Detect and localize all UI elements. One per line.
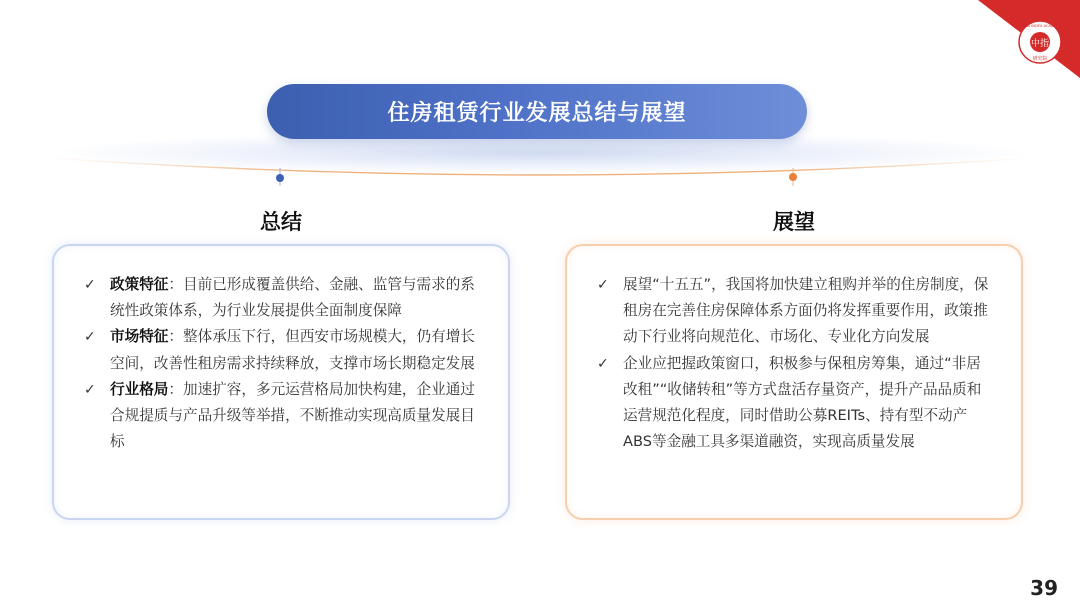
item-label: 行业格局	[110, 380, 169, 398]
item-text: 整体承压下行，但西安市场规模大，仍有增长空间，改善性租房需求持续释放，支撑市场长期稳定发展	[110, 328, 475, 372]
outlook-list	[597, 272, 993, 455]
item-text: 企业应把握政策窗口，积极参与保租房筹集，通过“非居改租”“收储转租”等方式盘活存量资产，提升产品品质和运营规范化程度，同时借助公募REITs、持有型不动产ABS等金融工具多渠道融资，实现高质量发展	[623, 354, 982, 451]
logo-bottom-text: 研究院	[1032, 56, 1048, 62]
page-title	[267, 84, 807, 139]
summary-item: ✓ 市场特征：整体承压下行，但西安市场规模大，仍有增长空间，改善性租房需求持续释放，支撑市场长期稳定发展	[84, 324, 480, 376]
item-label: 政策特征	[110, 276, 169, 293]
outlook-box	[565, 244, 1023, 520]
right-dot-icon	[789, 173, 797, 181]
page-title-text: 住房租赁行业发展总结与展望	[387, 101, 687, 126]
decorative-arc	[40, 140, 1040, 200]
logo-top-text: CHINA INDEX ACADEMY	[1018, 24, 1062, 28]
check-icon: ✓	[84, 381, 96, 398]
check-icon: ✓	[597, 355, 609, 372]
check-icon: ✓	[84, 329, 96, 346]
summary-item: ✓ 政策特征：目前已形成覆盖供给、金融、监管与需求的系统性政策体系，为行业发展提供全面制度保障	[84, 272, 480, 324]
item-text: 加速扩容，多元运营格局加快构建，企业通过合规提质与产品升级等举措，不断推动实现高质量发展目标	[110, 380, 475, 451]
outlook-item	[597, 351, 993, 456]
summary-item: ✓ 行业格局：加速扩容，多元运营格局加快构建，企业通过合规提质与产品升级等举措，不断推动实现高质量发展目标	[84, 377, 480, 456]
outlook-item	[597, 272, 993, 351]
summary-box	[52, 244, 510, 520]
summary-list	[84, 272, 480, 455]
left-dot-icon	[276, 174, 284, 182]
china-index-academy-logo	[970, 0, 1080, 80]
check-icon: ✓	[84, 277, 96, 293]
item-label: 市场特征	[110, 328, 169, 346]
item-text: 展望“十五五”，我国将加快建立租购并举的住房制度，保租房在完善住房保障体系方面仍将发挥重要作用，政策推动下行业将向规范化、市场化、专业化方向发展	[623, 276, 989, 346]
outlook-heading: 展望	[773, 210, 815, 234]
item-text: 目前已形成覆盖供给、金融、监管与需求的系统性政策体系，为行业发展提供全面制度保障	[110, 276, 475, 320]
summary-heading: 总结	[260, 210, 302, 234]
logo-center-text: 中指	[1030, 39, 1050, 49]
check-icon: ✓	[597, 277, 609, 293]
page-number: 39	[1030, 576, 1058, 600]
